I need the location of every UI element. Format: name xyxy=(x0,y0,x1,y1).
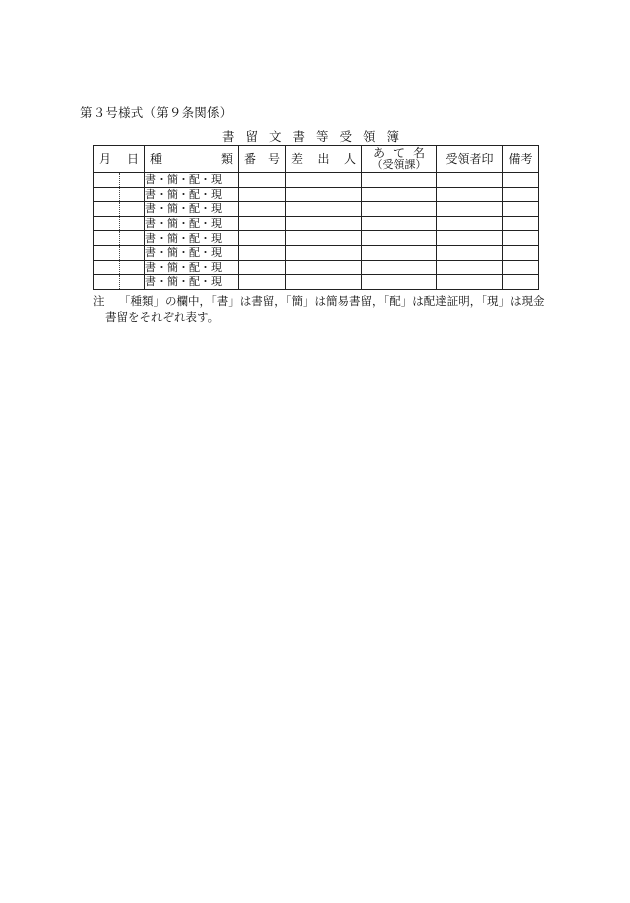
header-remarks: 備考 xyxy=(503,146,539,173)
sender-cell xyxy=(286,216,362,231)
addressee-cell xyxy=(362,173,437,188)
form-number-label: 第３号様式（第９条関係） xyxy=(80,105,233,120)
addressee-cell xyxy=(362,216,437,231)
addressee-cell xyxy=(362,187,437,202)
remarks-cell xyxy=(503,260,539,275)
header-type-right: 類 xyxy=(220,151,233,166)
number-cell xyxy=(239,216,286,231)
receiver-seal-cell xyxy=(437,260,503,275)
table-row xyxy=(94,245,539,260)
table-header-row xyxy=(94,146,539,173)
table-row xyxy=(94,260,539,275)
table-row xyxy=(94,202,539,217)
header-addressee-top: あて名 xyxy=(372,146,433,160)
remarks-cell xyxy=(503,231,539,246)
table-row xyxy=(94,231,539,246)
remarks-cell xyxy=(503,202,539,217)
header-date xyxy=(94,146,145,173)
sender-cell xyxy=(286,202,362,217)
header-sender-char-1: 差 xyxy=(291,151,304,166)
receiver-seal-cell xyxy=(437,202,503,217)
table-row xyxy=(94,187,539,202)
sender-cell xyxy=(286,275,362,290)
header-addressee xyxy=(362,146,437,173)
remarks-cell xyxy=(503,216,539,231)
addressee-cell xyxy=(362,275,437,290)
date-cell xyxy=(94,231,145,246)
header-type-left: 種 xyxy=(150,151,163,166)
footnote-marker: 注 xyxy=(93,294,105,308)
sender-cell xyxy=(286,173,362,188)
header-number-left: 番 xyxy=(244,151,257,166)
footnote-line-1 xyxy=(93,293,563,309)
table-row xyxy=(94,216,539,231)
sender-cell xyxy=(286,260,362,275)
addressee-cell xyxy=(362,231,437,246)
number-cell xyxy=(239,275,286,290)
remarks-cell xyxy=(503,187,539,202)
header-number xyxy=(239,146,286,173)
receiver-seal-cell xyxy=(437,187,503,202)
header-sender-char-3: 人 xyxy=(343,151,356,166)
number-cell xyxy=(239,173,286,188)
header-sender-char-2: 出 xyxy=(317,151,330,166)
number-cell xyxy=(239,260,286,275)
type-cell: 書・簡・配・現 xyxy=(145,245,239,260)
remarks-cell xyxy=(503,275,539,290)
receiver-seal-cell xyxy=(437,245,503,260)
receiver-seal-cell xyxy=(437,275,503,290)
registered-mail-ledger-table xyxy=(93,145,539,290)
footnote-text-1: 「種類」の欄中，「書」は書留，「簡」は簡易書留，「配」は配達証明，「現」は現金 xyxy=(119,294,545,308)
date-cell xyxy=(94,187,145,202)
header-type xyxy=(145,146,239,173)
sender-cell xyxy=(286,245,362,260)
addressee-cell xyxy=(362,202,437,217)
receiver-seal-cell xyxy=(437,231,503,246)
receiver-seal-cell xyxy=(437,216,503,231)
type-cell: 書・簡・配・現 xyxy=(145,216,239,231)
header-month: 月 xyxy=(99,151,112,166)
number-cell xyxy=(239,187,286,202)
footnote xyxy=(93,293,563,325)
addressee-cell xyxy=(362,260,437,275)
header-sender xyxy=(286,146,362,173)
document-title: 書留文書等受領簿 xyxy=(222,129,411,144)
number-cell xyxy=(239,231,286,246)
remarks-cell xyxy=(503,245,539,260)
type-cell: 書・簡・配・現 xyxy=(145,187,239,202)
type-cell: 書・簡・配・現 xyxy=(145,173,239,188)
header-receiver-seal: 受領者印 xyxy=(437,146,503,173)
sender-cell xyxy=(286,231,362,246)
remarks-cell xyxy=(503,173,539,188)
header-addressee-bottom: （受領課） xyxy=(371,158,427,171)
date-cell xyxy=(94,245,145,260)
date-cell xyxy=(94,202,145,217)
header-number-right: 号 xyxy=(267,151,280,166)
date-cell xyxy=(94,275,145,290)
type-cell: 書・簡・配・現 xyxy=(145,260,239,275)
date-cell xyxy=(94,216,145,231)
type-cell: 書・簡・配・現 xyxy=(145,231,239,246)
header-day: 日 xyxy=(126,151,139,166)
receiver-seal-cell xyxy=(437,173,503,188)
number-cell xyxy=(239,245,286,260)
date-cell xyxy=(94,173,145,188)
addressee-cell xyxy=(362,245,437,260)
footnote-line-2: 書留をそれぞれ表す。 xyxy=(105,310,220,324)
number-cell xyxy=(239,202,286,217)
type-cell: 書・簡・配・現 xyxy=(145,275,239,290)
table-row xyxy=(94,275,539,290)
type-cell: 書・簡・配・現 xyxy=(145,202,239,217)
date-cell xyxy=(94,260,145,275)
sender-cell xyxy=(286,187,362,202)
table-row xyxy=(94,173,539,188)
